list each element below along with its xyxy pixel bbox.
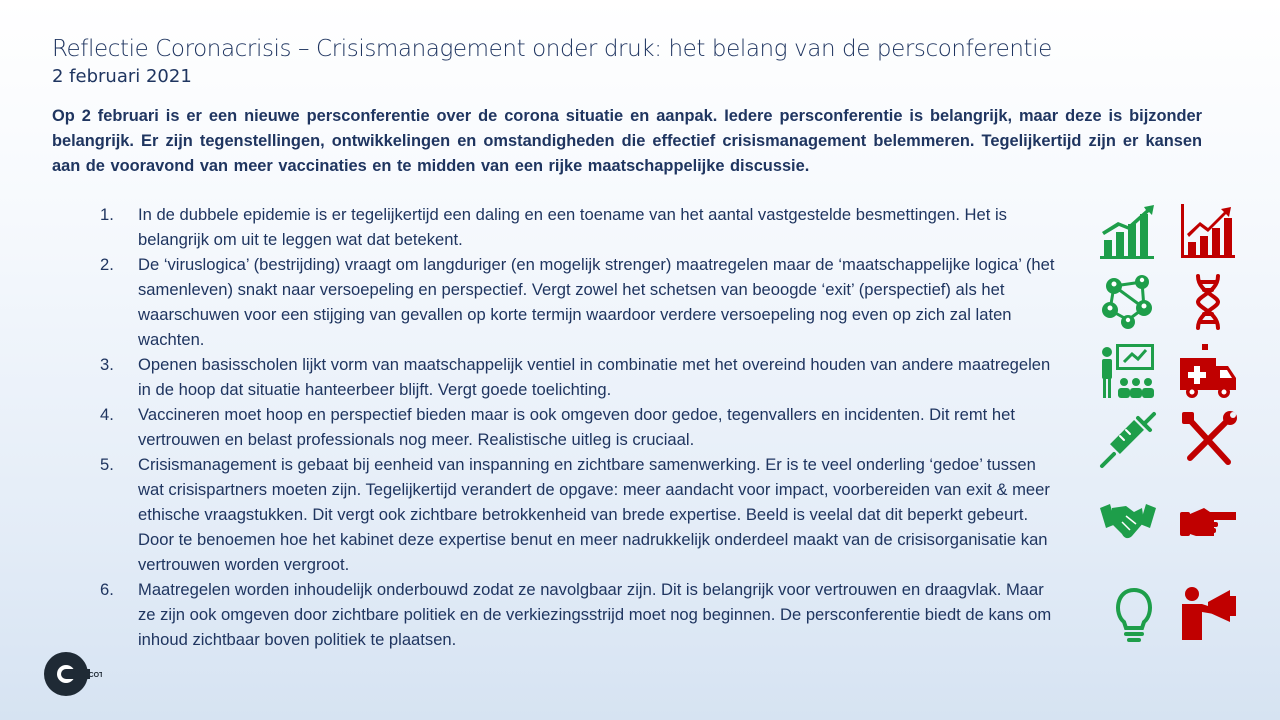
presentation-icon [1098, 342, 1158, 402]
tools-icon [1178, 410, 1238, 470]
network-icon [1098, 272, 1158, 332]
page-date: 2 februari 2021 [52, 66, 192, 87]
list-text: In de dubbele epidemie is er tegelijkertijd een daling en een toename van het aantal vastgestelde besmettingen. Het is belangrijk om uit te leggen wat dat betekent. [138, 205, 1007, 249]
syringe-icon [1098, 410, 1158, 470]
list-item [100, 352, 1060, 402]
dna-icon [1178, 272, 1238, 332]
list-item [100, 577, 1060, 652]
list-item [100, 202, 1060, 252]
list-number: 1. [100, 205, 114, 224]
list-text: De ‘viruslogica’ (bestrijding) vraagt om langduriger (en mogelijk strenger) maatregelen maar de ‘maatschappelijke logica’ (het samenleven) snakt naar versoepeling en perspectief. Vergt zowel het schetsen van beoogde ‘exit’ (perspectief) als het waarschuwen voor een stijging van gevallen op korte termijn waardoor verdere versoepeling nog even op zich zal laten wachten. [138, 255, 1055, 349]
icon-grid [1090, 200, 1250, 650]
cot-logo [40, 646, 102, 702]
list-item [100, 402, 1060, 452]
bar-chart-growth-icon [1178, 202, 1238, 262]
points-list [100, 202, 1060, 652]
list-item [100, 452, 1060, 577]
list-number: 5. [100, 455, 114, 474]
ambulance-icon [1178, 342, 1238, 402]
svg-text:COT: COT [88, 672, 102, 679]
megaphone-speaker-icon [1178, 584, 1238, 644]
list-number: 4. [100, 405, 114, 424]
list-text: Maatregelen worden inhoudelijk onderbouwd zodat ze navolgbaar zijn. Dit is belangrijk voor vertrouwen en draagvlak. Maar ze zijn ook omgeven door zichtbare politiek en de verkiezingsstrijd moet nog beginnen. De persconferentie biedt de kans om inhoud zichtbaar boven politiek te plaatsen. [138, 580, 1052, 649]
list-item [100, 252, 1060, 352]
handshake-icon [1098, 494, 1158, 554]
pointing-hand-icon [1178, 494, 1238, 554]
intro-paragraph: Op 2 februari is er een nieuwe persconferentie over de corona situatie en aanpak. Iedere persconferentie is belangrijk, maar deze is bijzonder belangrijk. Er zijn tegenstellingen, ontwikkelingen en omstandigheden die effectief crisismanagement belemmeren. Tegelijkertijd zijn er kansen aan de vooravond van meer vaccinaties en te midden van een rijke maatschappelijke discussie. [52, 107, 1202, 175]
page-title: Reflectie Coronacrisis – Crisismanagement onder druk: het belang van de persconferentie [52, 36, 1052, 62]
lightbulb-icon [1104, 584, 1164, 644]
list-number: 6. [100, 580, 114, 599]
bar-chart-up-icon [1098, 202, 1158, 262]
list-number: 3. [100, 355, 114, 374]
list-text: Vaccineren moet hoop en perspectief bieden maar is ook omgeven door gedoe, tegenvallers en incidenten. Dit remt het vertrouwen en belast professionals nog meer. Realistische uitleg is cruciaal. [138, 405, 1015, 449]
list-text: Openen basisscholen lijkt vorm van maatschappelijk ventiel in combinatie met het overeind houden van andere maatregelen in de hoop dat situatie hanteerbeer blijft. Vergt goede toelichting. [138, 355, 1051, 399]
list-number: 2. [100, 255, 114, 274]
list-text: Crisismanagement is gebaat bij eenheid van inspanning en zichtbare samenwerking. Er is te veel onderling ‘gedoe’ tussen wat crisispartners moeten zijn. Tegelijkertijd verandert de opgave: meer aandacht voor impact, voorbereiden van exit & meer ethische vraagstukken. Dit vergt ook zichtbare betrokkenheid van brede expertise. Beeld is veelal dat dit beperkt gebeurt. Door te benoemen hoe het kabinet deze expertise benut en meer nadrukkelijk onderdeel maakt van de crisisorganisatie kan vertrouwen worden vergroot. [138, 455, 1050, 574]
